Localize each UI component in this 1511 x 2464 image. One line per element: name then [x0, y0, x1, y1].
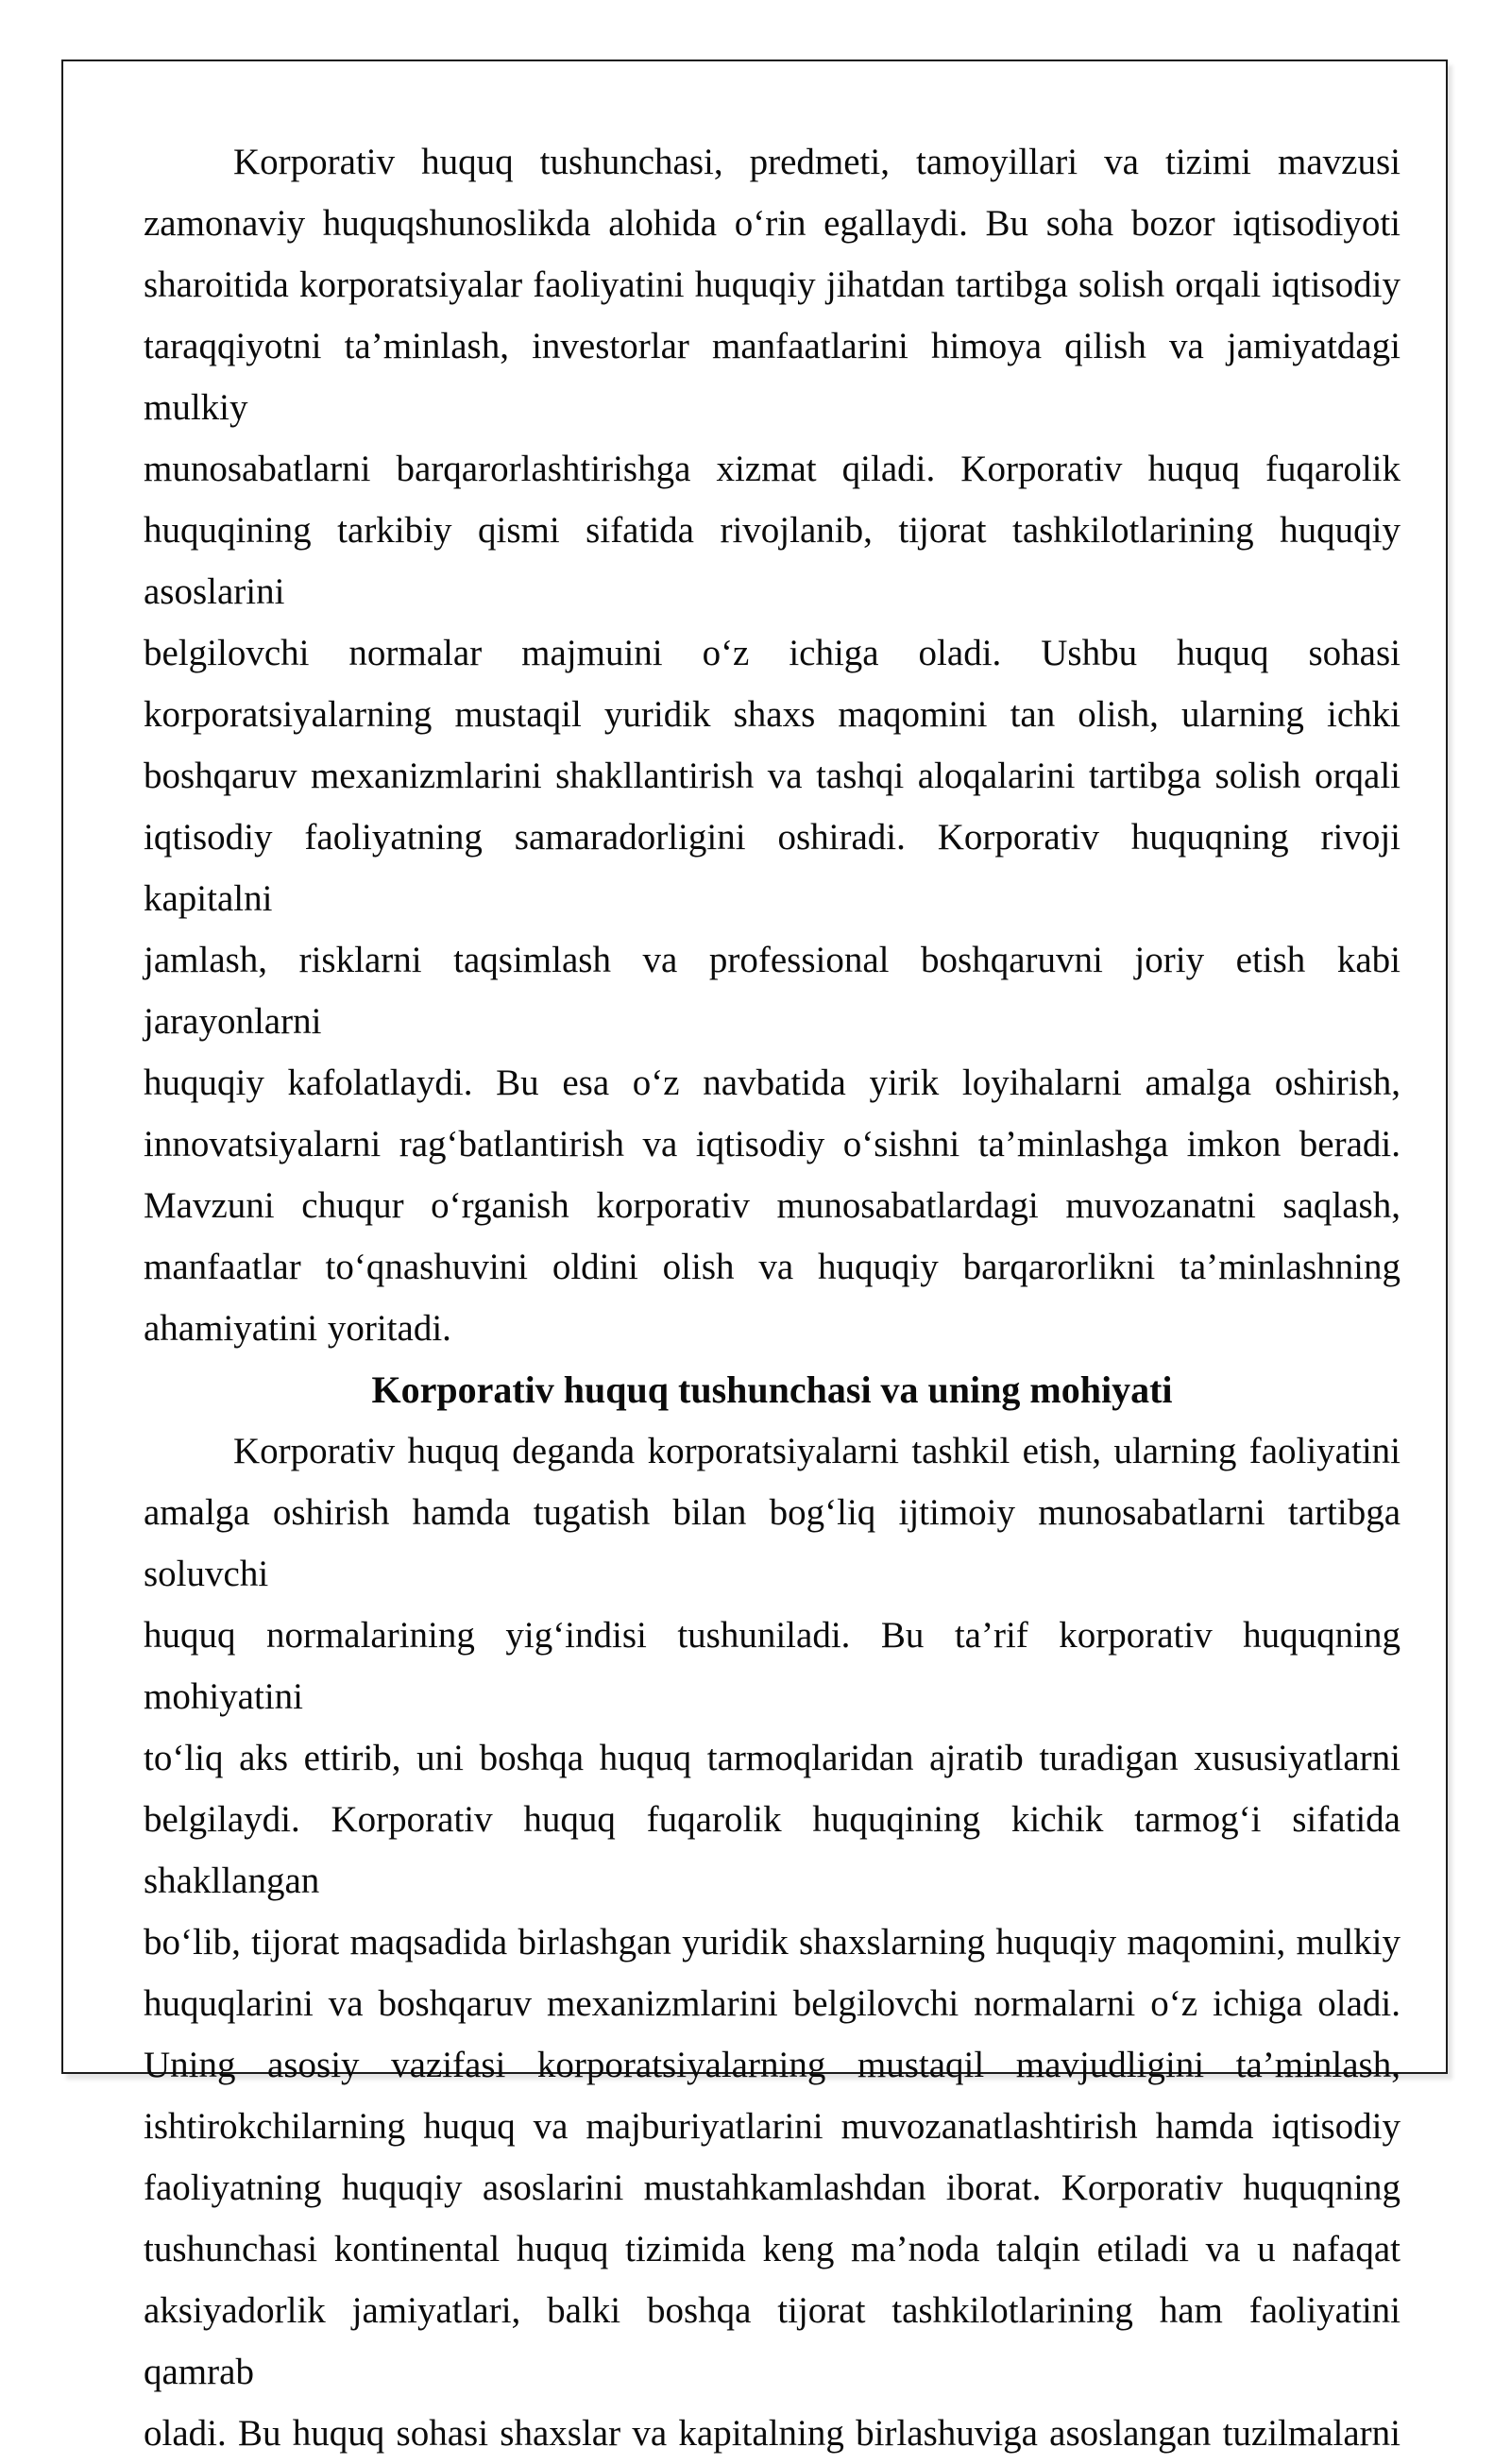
- text-line: to‘liq aks ettirib, uni boshqa huquq tarmoqlaridan ajratib turadigan xususiyatlarni: [144, 1738, 1401, 1778]
- page-border-frame: [61, 59, 1448, 2454]
- text-line: innovatsiyalarni rag‘batlantirish va iqtisodiy o‘sishni ta’minlashga imkon beradi.: [144, 1124, 1401, 1164]
- text-line: Korporativ huquq deganda korporatsiyalarni tashkil etish, ularning faoliyatini: [233, 1431, 1401, 1471]
- text-line: amalga oshirish hamda tugatish bilan bog‘liq ijtimoiy munosabatlarni tartibga soluvchi: [144, 1492, 1401, 1594]
- text-line: Mavzuni chuqur o‘rganish korporativ munosabatlardagi muvozanatni saqlash,: [144, 1185, 1401, 1226]
- text-line: Korporativ huquq tushunchasi, predmeti, tamoyillari va tizimi mavzusi: [233, 142, 1401, 182]
- text-line: ahamiyatini yoritadi.: [144, 1308, 451, 1349]
- text-line: oladi. Bu huquq sohasi shaxslar va kapitalning birlashuviga asoslangan tuzilmalarni: [144, 2413, 1401, 2454]
- text-line: boshqaruv mexanizmlarini shakllantirish va tashqi aloqalarini tartibga solish orqali: [144, 756, 1401, 796]
- text-line: huquqlarini va boshqaruv mexanizmlarini belgilovchi normalarni o‘z ichiga oladi.: [144, 1983, 1401, 2024]
- text-line: bo‘lib, tijorat maqsadida birlashgan yuridik shaxslarning huquqiy maqomini, mulkiy: [144, 1922, 1401, 1963]
- text-line: huquqining tarkibiy qismi sifatida rivojlanib, tijorat tashkilotlarining huquqiy asoslarini: [144, 510, 1401, 612]
- text-line: korporatsiyalarning mustaqil yuridik shaxs maqomini tan olish, ularning ichki: [144, 694, 1401, 735]
- section-heading: Korporativ huquq tushunchasi va uning mohiyati: [371, 1368, 1173, 1411]
- text-line: aksiyadorlik jamiyatlari, balki boshqa tijorat tashkilotlarining ham faoliyatini qamrab: [144, 2290, 1401, 2392]
- text-line: belgilaydi. Korporativ huquq fuqarolik huquqining kichik tarmog‘i sifatida shakllangan: [144, 1799, 1401, 1901]
- text-line: munosabatlarni barqarorlashtirishga xizmat qiladi. Korporativ huquq fuqarolik: [144, 449, 1401, 489]
- paragraph-intro: [144, 131, 1401, 1359]
- text-line: jamlash, risklarni taqsimlash va professional boshqaruvni joriy etish kabi jarayonlarni: [144, 940, 1401, 1042]
- text-line: taraqqiyotni ta’minlash, investorlar manfaatlarini himoya qilish va jamiyatdagi mulkiy: [144, 326, 1401, 428]
- text-line: manfaatlar to‘qnashuvini oldini olish va huquqiy barqarorlikni ta’minlashning: [144, 1247, 1401, 1287]
- text-line: iqtisodiy faoliyatning samaradorligini oshiradi. Korporativ huquqning rivoji kapitalni: [144, 817, 1401, 919]
- text-line: zamonaviy huquqshunoslikda alohida o‘rin egallaydi. Bu soha bozor iqtisodiyoti: [144, 203, 1401, 244]
- paragraph-definition: [144, 1420, 1401, 2464]
- text-line: tushunchasi kontinental huquq tizimida keng ma’noda talqin etiladi va u nafaqat: [144, 2229, 1401, 2269]
- text-line: sharoitida korporatsiyalar faoliyatini huquqiy jihatdan tartibga solish orqali iqtisodiy: [144, 264, 1401, 305]
- text-line: belgilovchi normalar majmuini o‘z ichiga oladi. Ushbu huquq sohasi: [144, 633, 1401, 673]
- text-line: ishtirokchilarning huquq va majburiyatlarini muvozanatlashtirish hamda iqtisodiy: [144, 2106, 1401, 2147]
- text-line: huquq normalarining yig‘indisi tushuniladi. Bu ta’rif korporativ huquqning mohiyatini: [144, 1615, 1401, 1717]
- text-line: faoliyatning huquqiy asoslarini mustahkamlashdan iborat. Korporativ huquqning: [144, 2167, 1401, 2208]
- text-line: Uning asosiy vazifasi korporatsiyalarning mustaqil mavjudligini ta’minlash,: [144, 2045, 1401, 2085]
- document-body-text: [63, 61, 1446, 2464]
- text-line: huquqiy kafolatlaydi. Bu esa o‘z navbatida yirik loyihalarni amalga oshirish,: [144, 1062, 1401, 1103]
